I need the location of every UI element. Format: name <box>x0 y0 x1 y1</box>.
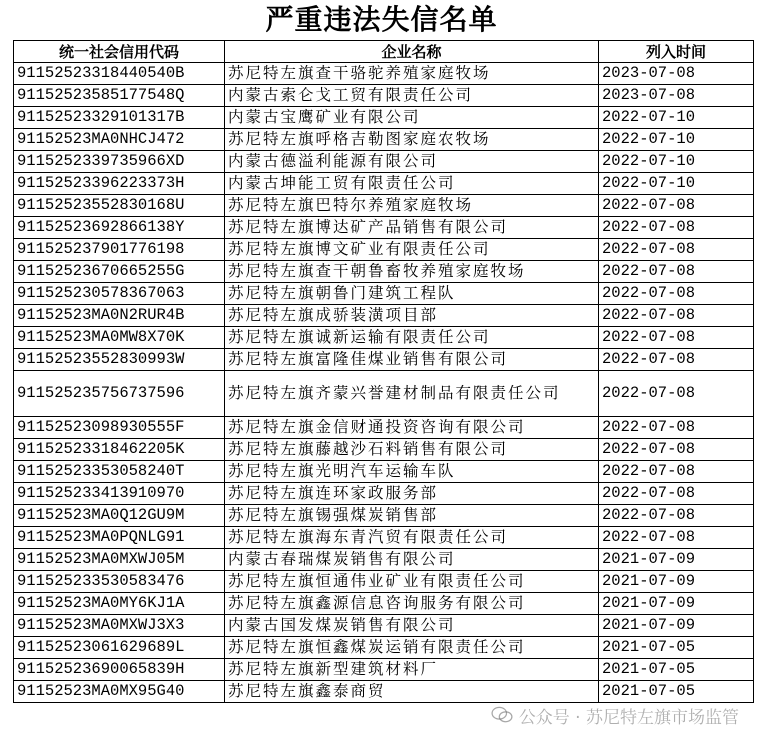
company-name-cell[interactable]: 苏尼特左旗恒通伟业矿业有限责任公司 <box>225 571 599 593</box>
credit-code-cell[interactable]: 91152523MA0MXWJ3X3 <box>14 615 225 637</box>
credit-code-cell[interactable]: 91152523061629689L <box>14 637 225 659</box>
credit-code-cell[interactable]: 911525235756737596 <box>14 371 225 417</box>
credit-code-cell[interactable]: 91152523670665255G <box>14 261 225 283</box>
company-name-cell[interactable]: 苏尼特左旗金信财通投资咨询有限公司 <box>225 417 599 439</box>
table-row <box>14 681 754 703</box>
credit-code-cell[interactable]: 911525230578367063 <box>14 283 225 305</box>
table-row <box>14 637 754 659</box>
table-row <box>14 327 754 349</box>
credit-code-cell[interactable]: 91152523585177548Q <box>14 85 225 107</box>
company-name-cell[interactable]: 苏尼特左旗鑫泰商贸 <box>225 681 599 703</box>
company-name-cell[interactable]: 苏尼特左旗博达矿产品销售有限公司 <box>225 217 599 239</box>
company-name-cell[interactable]: 苏尼特左旗查干骆驼养殖家庭牧场 <box>225 63 599 85</box>
credit-code-cell[interactable]: 91152523098930555F <box>14 417 225 439</box>
company-name-cell[interactable]: 内蒙古春瑞煤炭销售有限公司 <box>225 549 599 571</box>
listed-date-cell[interactable]: 2022-07-08 <box>599 217 754 239</box>
credit-code-cell[interactable]: 911525237901776198 <box>14 239 225 261</box>
company-name-cell[interactable]: 苏尼特左旗查干朝鲁畜牧养殖家庭牧场 <box>225 261 599 283</box>
company-name-cell[interactable]: 苏尼特左旗连环家政服务部 <box>225 483 599 505</box>
company-name-cell[interactable]: 苏尼特左旗恒鑫煤炭运销有限责任公司 <box>225 637 599 659</box>
table-row <box>14 63 754 85</box>
watermark <box>491 702 739 728</box>
table-row <box>14 261 754 283</box>
table-row <box>14 283 754 305</box>
company-name-cell[interactable]: 苏尼特左旗鑫源信息咨询服务有限公司 <box>225 593 599 615</box>
listed-date-cell[interactable]: 2022-07-08 <box>599 239 754 261</box>
company-name-cell[interactable]: 苏尼特左旗锡强煤炭销售部 <box>225 505 599 527</box>
listed-date-cell[interactable]: 2022-07-08 <box>599 483 754 505</box>
table-row <box>14 305 754 327</box>
credit-code-cell[interactable]: 91152523552830168U <box>14 195 225 217</box>
credit-code-cell[interactable]: 91152523MA0MW8X70K <box>14 327 225 349</box>
credit-code-cell[interactable]: 91152523MA0PQNLG91 <box>14 527 225 549</box>
credit-code-cell[interactable]: 91152523MA0MX95G40 <box>14 681 225 703</box>
table-row <box>14 571 754 593</box>
credit-code-cell[interactable]: 91152523692866138Y <box>14 217 225 239</box>
credit-code-cell[interactable]: 91152523318440540B <box>14 63 225 85</box>
listed-date-cell[interactable]: 2022-07-08 <box>599 195 754 217</box>
table-row <box>14 549 754 571</box>
credit-code-cell[interactable]: 91152523MA0Q12GU9M <box>14 505 225 527</box>
table-row <box>14 151 754 173</box>
company-name-cell[interactable]: 苏尼特左旗齐蒙兴誉建材制品有限责任公司 <box>225 371 599 417</box>
company-name-cell[interactable]: 苏尼特左旗新型建筑材料厂 <box>225 659 599 681</box>
table-row <box>14 349 754 371</box>
company-name-cell[interactable]: 苏尼特左旗诚新运输有限责任公司 <box>225 327 599 349</box>
listed-date-cell[interactable]: 2022-07-10 <box>599 107 754 129</box>
listed-date-cell[interactable]: 2022-07-08 <box>599 349 754 371</box>
listed-date-cell[interactable]: 2022-07-08 <box>599 261 754 283</box>
column-header-name[interactable]: 企业名称 <box>225 41 599 63</box>
listed-date-cell[interactable]: 2022-07-10 <box>599 151 754 173</box>
listed-date-cell[interactable]: 2023-07-08 <box>599 63 754 85</box>
table-row <box>14 615 754 637</box>
table-row <box>14 461 754 483</box>
listed-date-cell[interactable]: 2021-07-09 <box>599 615 754 637</box>
table-row <box>14 239 754 261</box>
table-row <box>14 129 754 151</box>
company-name-cell[interactable]: 内蒙古宝鹰矿业有限公司 <box>225 107 599 129</box>
listed-date-cell[interactable]: 2021-07-05 <box>599 637 754 659</box>
table-row <box>14 439 754 461</box>
wechat-icon <box>491 706 513 724</box>
company-name-cell[interactable]: 内蒙古索仑戈工贸有限责任公司 <box>225 85 599 107</box>
listed-date-cell[interactable]: 2022-07-10 <box>599 129 754 151</box>
company-name-cell[interactable]: 苏尼特左旗成骄装潢项目部 <box>225 305 599 327</box>
table-row <box>14 107 754 129</box>
company-name-cell[interactable]: 苏尼特左旗光明汽车运输车队 <box>225 461 599 483</box>
credit-code-cell[interactable]: 9115252339735966XD <box>14 151 225 173</box>
table-row <box>14 173 754 195</box>
listed-date-cell[interactable]: 2021-07-09 <box>599 571 754 593</box>
table-row <box>14 195 754 217</box>
listed-date-cell[interactable]: 2023-07-08 <box>599 85 754 107</box>
table-row <box>14 483 754 505</box>
credit-code-cell[interactable]: 91152523353058240T <box>14 461 225 483</box>
listed-date-cell[interactable]: 2022-07-08 <box>599 505 754 527</box>
table-row <box>14 527 754 549</box>
listed-date-cell[interactable]: 2021-07-05 <box>599 681 754 703</box>
column-header-code[interactable]: 统一社会信用代码 <box>14 41 225 63</box>
company-name-cell[interactable]: 内蒙古坤能工贸有限责任公司 <box>225 173 599 195</box>
company-name-cell[interactable]: 苏尼特左旗海东青汽贸有限责任公司 <box>225 527 599 549</box>
company-name-cell[interactable]: 苏尼特左旗朝鲁门建筑工程队 <box>225 283 599 305</box>
listed-date-cell[interactable]: 2021-07-05 <box>599 659 754 681</box>
table-row <box>14 417 754 439</box>
credit-code-cell[interactable]: 91152523690065839H <box>14 659 225 681</box>
credit-code-cell[interactable]: 91152523MA0MXWJ05M <box>14 549 225 571</box>
credit-code-cell[interactable]: 91152523MA0N2RUR4B <box>14 305 225 327</box>
table-row <box>14 217 754 239</box>
credit-code-cell[interactable]: 91152523MA0MY6KJ1A <box>14 593 225 615</box>
listed-date-cell[interactable]: 2022-07-08 <box>599 371 754 417</box>
table-row <box>14 85 754 107</box>
listed-date-cell[interactable]: 2022-07-08 <box>599 417 754 439</box>
table-header-row <box>14 41 754 63</box>
credit-code-cell[interactable]: 91152523329101317B <box>14 107 225 129</box>
listed-date-cell[interactable]: 2021-07-09 <box>599 549 754 571</box>
credit-code-cell[interactable]: 91152523396223373H <box>14 173 225 195</box>
sheet-title: 严重违法失信名单 <box>265 3 498 36</box>
company-name-cell[interactable]: 苏尼特左旗富隆佳煤业销售有限公司 <box>225 349 599 371</box>
credit-code-cell[interactable]: 91152523552830993W <box>14 349 225 371</box>
listed-date-cell[interactable]: 2022-07-08 <box>599 305 754 327</box>
listed-date-cell[interactable]: 2022-07-08 <box>599 527 754 549</box>
company-name-cell[interactable]: 苏尼特左旗博文矿业有限责任公司 <box>225 239 599 261</box>
table-row <box>14 659 754 681</box>
listed-date-cell[interactable]: 2022-07-08 <box>599 327 754 349</box>
company-name-cell[interactable]: 内蒙古国发煤炭销售有限公司 <box>225 615 599 637</box>
company-name-cell[interactable]: 苏尼特左旗呼格吉勒图家庭农牧场 <box>225 129 599 151</box>
listed-date-cell[interactable]: 2022-07-08 <box>599 283 754 305</box>
listed-date-cell[interactable]: 2022-07-08 <box>599 461 754 483</box>
column-header-date[interactable]: 列入时间 <box>599 41 754 63</box>
table-row <box>14 593 754 615</box>
company-name-cell[interactable]: 苏尼特左旗藤越沙石料销售有限公司 <box>225 439 599 461</box>
credit-code-cell[interactable]: 91152523318462205K <box>14 439 225 461</box>
listed-date-cell[interactable]: 2022-07-08 <box>599 439 754 461</box>
blacklist-table <box>13 40 754 703</box>
listed-date-cell[interactable]: 2021-07-09 <box>599 593 754 615</box>
credit-code-cell[interactable]: 91152523MA0NHCJ472 <box>14 129 225 151</box>
listed-date-cell[interactable]: 2022-07-10 <box>599 173 754 195</box>
company-name-cell[interactable]: 内蒙古德溢利能源有限公司 <box>225 151 599 173</box>
company-name-cell[interactable]: 苏尼特左旗巴特尔养殖家庭牧场 <box>225 195 599 217</box>
table-row <box>14 505 754 527</box>
watermark-text: 公众号 · 苏尼特左旗市场监管 <box>518 707 739 728</box>
credit-code-cell[interactable]: 911525233530583476 <box>14 571 225 593</box>
table-row <box>14 371 754 417</box>
credit-code-cell[interactable]: 911525233413910970 <box>14 483 225 505</box>
